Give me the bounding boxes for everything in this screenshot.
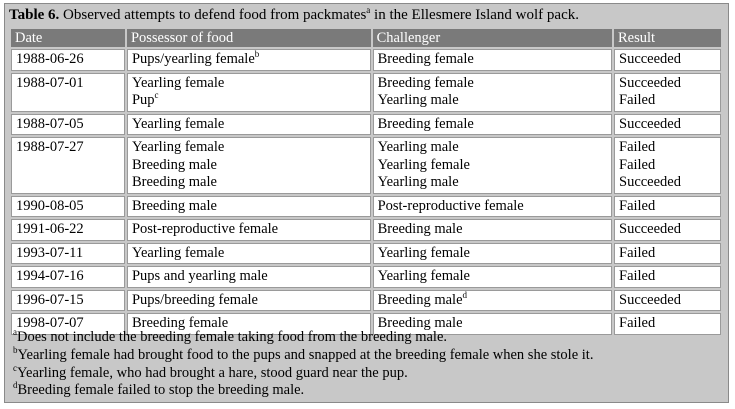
caption-text-end: in the Ellesmere Island wolf pack. <box>370 7 579 23</box>
possessor-cell <box>127 196 371 218</box>
date-cell: 1998-07-07 <box>11 313 125 335</box>
challenger-cell <box>373 49 612 71</box>
column-header-challenger: Challenger <box>373 29 612 47</box>
possessor-cell <box>127 73 371 112</box>
possessor-text: Pups/breeding female <box>131 291 258 308</box>
challenger-entry <box>378 221 607 239</box>
footnote-marker: b <box>13 344 18 355</box>
possessor-cell <box>127 114 371 136</box>
date-cell: 1993-07-11 <box>11 243 125 265</box>
result-cell <box>614 137 721 194</box>
possessor-entry <box>132 198 366 216</box>
possessor-text: Yearling female <box>131 115 225 132</box>
table-row <box>11 49 721 71</box>
table-row <box>11 290 721 312</box>
result-text: Failed <box>619 92 656 108</box>
result-cell <box>614 290 721 312</box>
result-text: Failed <box>619 139 656 155</box>
possessor-entry <box>132 157 366 175</box>
footnote <box>13 362 593 383</box>
result-text: Failed <box>619 244 656 261</box>
footnote-text: Does not include the breeding female taking food from the breeding male. <box>17 329 448 345</box>
possessor-entry <box>132 268 366 286</box>
date-cell: 1988-07-27 <box>11 137 125 194</box>
footnotes <box>13 329 593 400</box>
possessor-text: Post-reproductive female <box>131 221 279 237</box>
date-cell: 1988-06-26 <box>11 49 125 71</box>
possessor-entry <box>132 92 366 110</box>
possessor-cell <box>127 219 371 241</box>
possessor-cell <box>127 243 371 265</box>
challenger-text: Yearling male <box>377 92 459 108</box>
date-cell: 1990-08-05 <box>11 196 125 218</box>
footnote <box>13 329 593 347</box>
challenger-cell <box>373 73 612 112</box>
date-cell: 1994-07-16 <box>11 266 125 288</box>
result-cell <box>614 196 721 218</box>
possessor-cell <box>127 290 371 312</box>
result-text: Succeeded <box>619 221 681 237</box>
possessor-cell <box>127 49 371 71</box>
possessor-entry <box>132 292 366 310</box>
footnote-marker: c <box>13 362 17 373</box>
result-cell <box>614 219 721 241</box>
footnote <box>13 382 593 400</box>
challenger-text: Breeding male <box>377 221 463 237</box>
table-row <box>11 196 721 218</box>
table-row <box>11 266 721 288</box>
possessor-entry <box>132 221 366 239</box>
footnote-marker: c <box>154 90 159 101</box>
result-cell <box>614 73 721 112</box>
possessor-entry <box>132 116 366 134</box>
possessor-text: Yearling female <box>131 74 225 91</box>
challenger-entry <box>378 157 607 175</box>
challenger-text: Yearling female <box>377 268 470 284</box>
possessor-cell <box>127 266 371 288</box>
result-text: Succeeded <box>619 115 681 132</box>
possessor-entry <box>132 245 366 263</box>
challenger-text: Breeding female <box>377 74 474 91</box>
challenger-entry <box>378 174 607 192</box>
possessor-text: Breeding female <box>131 315 229 331</box>
challenger-text: Yearling male <box>377 139 459 155</box>
challenger-cell <box>373 196 612 218</box>
footnote-marker: b <box>254 49 260 60</box>
challenger-text: Yearling female <box>377 156 470 173</box>
possessor-text: Pups/yearling female <box>131 51 255 67</box>
possessor-entry <box>132 75 366 93</box>
possessor-text: Breeding male <box>131 156 217 173</box>
challenger-text: Breeding female <box>377 115 474 132</box>
footnote-marker: d <box>13 380 18 391</box>
challenger-text: Yearling male <box>377 174 459 190</box>
challenger-cell <box>373 219 612 241</box>
challenger-cell <box>373 243 612 265</box>
table-row <box>11 219 721 241</box>
table-row <box>11 114 721 136</box>
footnote-marker: a <box>13 327 17 338</box>
date-cell: 1988-07-01 <box>11 73 125 112</box>
footnote <box>13 344 594 365</box>
footnote-marker: d <box>462 289 468 300</box>
challenger-text: Breeding male <box>377 291 463 308</box>
result-text: Succeeded <box>619 291 681 308</box>
result-text: Succeeded <box>619 51 681 67</box>
result-cell <box>614 49 721 71</box>
table-row <box>11 137 721 194</box>
result-cell <box>614 266 721 288</box>
challenger-text: Breeding male <box>377 315 463 331</box>
challenger-cell <box>373 290 612 312</box>
possessor-text: Yearling female <box>131 139 225 155</box>
table-caption <box>9 6 579 24</box>
footnote-text: Yearling female had brought food to the pups and snapped at the breeding female when she stole it. <box>17 346 594 363</box>
challenger-entry <box>378 92 607 110</box>
column-header-result: Result <box>614 29 721 47</box>
challenger-text: Breeding female <box>377 51 474 67</box>
data-table <box>9 27 723 337</box>
possessor-entry <box>132 139 366 157</box>
challenger-entry <box>378 139 607 157</box>
date-cell: 1991-06-22 <box>11 219 125 241</box>
date-cell: 1996-07-15 <box>11 290 125 312</box>
challenger-entry <box>378 116 607 134</box>
possessor-entry <box>132 51 366 69</box>
result-cell <box>614 243 721 265</box>
challenger-entry <box>377 289 607 310</box>
challenger-text: Yearling female <box>377 244 470 261</box>
result-cell <box>614 313 721 335</box>
column-header-possessor: Possessor of food <box>127 29 371 47</box>
challenger-entry <box>378 198 607 216</box>
possessor-text: Yearling female <box>131 244 225 261</box>
table-label: Table 6. <box>9 7 60 23</box>
caption-text: Observed attempts to defend food from packmates <box>59 7 367 23</box>
caption-footnote-marker: a <box>366 5 371 15</box>
table-row <box>11 243 721 265</box>
result-text: Succeeded <box>619 174 681 190</box>
result-text: Failed <box>619 268 656 284</box>
challenger-text: Post-reproductive female <box>377 197 524 214</box>
result-text: Failed <box>619 156 656 173</box>
column-header-date: Date <box>11 29 125 47</box>
challenger-entry <box>378 75 607 93</box>
footnote-text: Yearling female, who had brought a hare, stood guard near the pup. <box>17 364 408 381</box>
possessor-entry <box>132 174 366 192</box>
challenger-entry <box>378 268 607 286</box>
possessor-text: Pup <box>131 92 155 108</box>
date-cell: 1988-07-05 <box>11 114 125 136</box>
result-text: Failed <box>619 197 656 214</box>
challenger-cell <box>373 114 612 136</box>
result-cell <box>614 114 721 136</box>
challenger-entry <box>378 51 607 69</box>
table-row <box>11 73 721 112</box>
challenger-entry <box>378 245 607 263</box>
result-text: Succeeded <box>619 74 681 91</box>
challenger-cell <box>373 266 612 288</box>
possessor-cell <box>127 137 371 194</box>
challenger-cell <box>373 137 612 194</box>
possessor-text: Breeding male <box>131 174 217 190</box>
footnote-text: Breeding female failed to stop the breeding male. <box>17 382 305 399</box>
possessor-text: Breeding male <box>131 197 217 214</box>
result-text: Failed <box>619 315 656 331</box>
header-row <box>11 29 721 47</box>
possessor-text: Pups and yearling male <box>131 268 268 284</box>
